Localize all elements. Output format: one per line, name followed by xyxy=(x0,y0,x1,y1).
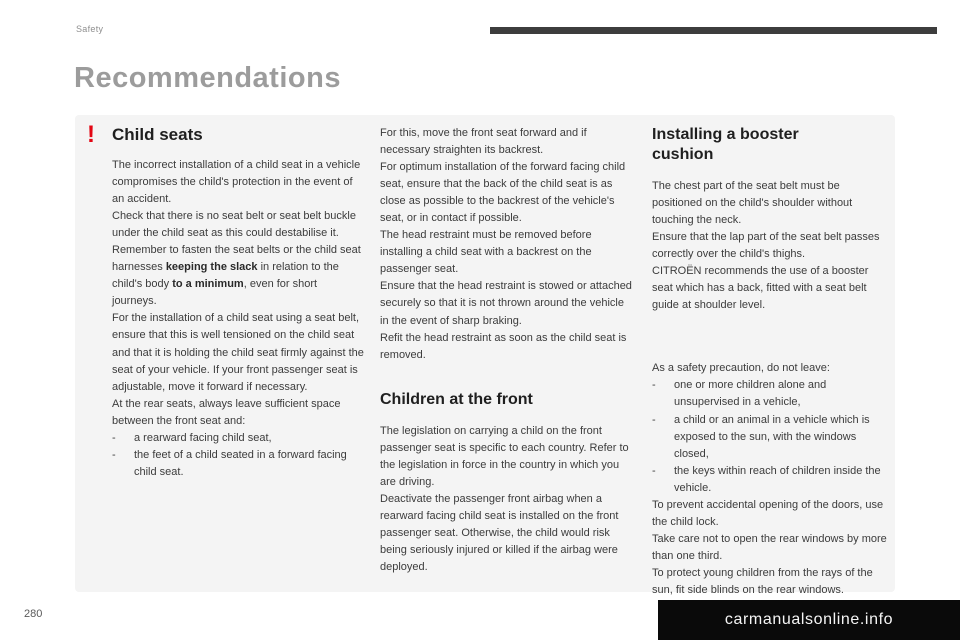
column-child-seats xyxy=(112,125,364,481)
list-indent xyxy=(662,412,674,463)
list-item-text: a rearward facing child seat, xyxy=(134,431,272,444)
dash-marker: - xyxy=(112,448,116,461)
paragraph: The incorrect installation of a child seat in a vehicle compromises the child's protection in the event of an accident. xyxy=(112,159,361,206)
dash-marker: - xyxy=(652,379,656,392)
paragraph: To protect young children from the rays of the sun, fit side blinds on the rear windows. xyxy=(652,566,873,596)
paragraph: Take care not to open the rear windows by more than one third. xyxy=(652,532,887,562)
paragraph: Deactivate the passenger front airbag when a rearward facing child seat is installed on the front passenger seat. Otherwise, the child would risk being seriously injured or killed if the airbag were deployed. xyxy=(380,492,619,574)
list-item-text: one or more children alone and unsupervised in a vehicle, xyxy=(674,379,827,409)
list-item xyxy=(112,430,364,447)
paragraph: CITROËN recommends the use of a booster seat which has a back, fitted with a seat belt guide at shoulder level. xyxy=(652,265,869,312)
page-title: Recommendations xyxy=(74,62,341,94)
paragraph: The legislation on carrying a child on the front passenger seat is specific to each country. Refer to the legislation in force in the country in which you are driving. xyxy=(380,424,629,488)
paragraph: For this, move the front seat forward and if necessary straighten its backrest. xyxy=(380,127,587,157)
dash-marker: - xyxy=(112,431,116,444)
header-rule xyxy=(490,27,937,34)
content-panel xyxy=(75,115,895,596)
paragraph: To prevent accidental opening of the doors, use the child lock. xyxy=(652,498,884,528)
text-run: Remember to fasten the seat belts or the child seat harnesses xyxy=(112,244,361,274)
list-item-text: the feet of a child seated in a forward facing child seat. xyxy=(134,448,347,478)
list-indent xyxy=(662,463,674,497)
child-seats-heading: Child seats xyxy=(112,125,203,144)
list-indent xyxy=(122,430,134,447)
dash-marker: - xyxy=(652,464,656,477)
watermark-text: carmanualsonline.info xyxy=(724,611,894,628)
vertical-spacer xyxy=(652,314,892,360)
bold-text-run: to a minimum xyxy=(172,278,244,291)
column-children-front xyxy=(380,125,632,576)
text-run: in relation to the child's body xyxy=(112,261,339,291)
list-item-text: the keys within reach of children inside the vehicle. xyxy=(674,464,881,494)
watermark-banner xyxy=(658,600,960,640)
paragraph: Ensure that the head restraint is stowed or attached securely so that it is not thrown around the vehicle in the event of sharp braking. xyxy=(380,280,632,327)
section-label: Safety xyxy=(76,24,104,34)
paragraph: The chest part of the seat belt must be positioned on the child's shoulder without touching the neck. xyxy=(652,180,853,227)
text-run: , even for short journeys. xyxy=(112,278,318,308)
paragraph: For optimum installation of the forward facing child seat, ensure that the back of the child seat is as close as possible to the backrest of the vehicle's seat, or in contact if possible. xyxy=(380,161,626,225)
list-indent xyxy=(662,377,674,411)
warning-icon: ! xyxy=(87,121,95,148)
booster-cushion-heading: Installing a booster cushion xyxy=(652,126,799,163)
paragraph xyxy=(112,242,364,310)
column-booster-cushion xyxy=(652,125,892,599)
list-item xyxy=(652,463,892,497)
dash-marker: - xyxy=(652,413,656,426)
paragraph: Refit the head restraint as soon as the child seat is removed. xyxy=(380,331,627,361)
list-item xyxy=(112,447,364,481)
list-item xyxy=(652,412,892,463)
list-indent xyxy=(122,447,134,481)
paragraph: At the rear seats, always leave sufficient space between the front seat and: xyxy=(112,397,341,427)
children-front-heading: Children at the front xyxy=(380,390,533,408)
paragraph: For the installation of a child seat using a seat belt, ensure that this is well tensioned on the child seat and that it is holding the child seat firmly against the seat of your vehicle. If your front passenger seat is adjustable, move it forward if necessary. xyxy=(112,312,364,393)
page-number: 280 xyxy=(24,608,43,620)
paragraph: Check that there is no seat belt or seat belt buckle under the child seat as this could destabilise it. xyxy=(112,210,356,240)
paragraph: The head restraint must be removed before installing a child seat with a backrest on the passenger seat. xyxy=(380,229,592,276)
paragraph: Ensure that the lap part of the seat belt passes correctly over the child's thighs. xyxy=(652,231,880,261)
paragraph: As a safety precaution, do not leave: xyxy=(652,362,830,375)
list-item xyxy=(652,377,892,411)
list-item-text: a child or an animal in a vehicle which is exposed to the sun, with the windows closed, xyxy=(674,413,870,460)
bold-text-run: keeping the slack xyxy=(165,261,258,274)
